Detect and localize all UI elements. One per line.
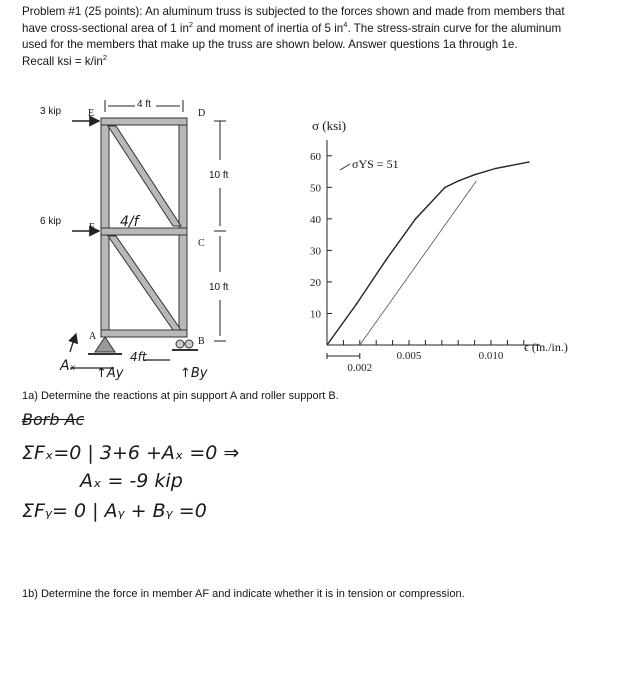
curve-point-5 [457, 180, 459, 182]
curve-point-4 [444, 187, 446, 189]
problem-line-1: Problem #1 (25 points): An aluminum truss is subjected to the forces shown and made from members that [22, 5, 565, 18]
load-3kip-label: 3 kip [40, 106, 62, 117]
handwritten-by: ↑By [180, 366, 208, 381]
y-tick-label-40: 40 [310, 213, 321, 226]
x-tick-label-0.002: 0.002 [347, 362, 373, 374]
question-1a: 1a) Determine the reactions at pin support A and roller support B. [22, 390, 339, 402]
handwritten-diag-mark: 4/f [120, 214, 139, 230]
curve-point-6 [474, 174, 476, 176]
curve-point-1 [356, 303, 358, 305]
offset-line [360, 181, 476, 345]
y-tick-label-60: 60 [310, 150, 321, 163]
load-6kip-label: 6 kip [40, 216, 62, 227]
node-C: C [198, 238, 205, 249]
curve-point-2 [385, 259, 387, 261]
handwritten-eq1: ΣFₓ=0 | 3+6 +Aₓ =0 ⇒ [22, 442, 240, 464]
y-tick-label-10: 10 [310, 308, 321, 321]
curve-point-3 [415, 218, 417, 220]
yield-leader [340, 164, 350, 170]
stress-strain-curve [327, 162, 529, 345]
handwritten-ay: ↑Ay [96, 366, 124, 381]
width-dimension: 4 ft [137, 99, 151, 110]
y-tick-label-30: 30 [310, 245, 321, 258]
curve-point-7 [495, 168, 497, 170]
problem-line-4: Recall ksi = $k/in^2$ [22, 52, 108, 68]
yield-annotation: σYS = 51 [352, 157, 399, 171]
handwritten-crossed: Ƀorb Ac [22, 410, 85, 429]
node-B: B [198, 336, 205, 347]
x-tick-label-0.010: 0.010 [478, 350, 504, 362]
handwritten-4ft: 4ft [130, 350, 147, 364]
node-A: A [89, 331, 97, 342]
y-tick-label-20: 20 [310, 276, 321, 289]
node-D: D [198, 108, 206, 119]
curve-point-8 [528, 161, 530, 163]
chart-ylabel: σ (ksi) [312, 118, 347, 133]
handwritten-eq3: ΣFᵧ= 0 | Aᵧ + Bᵧ =0 [22, 500, 207, 522]
height-upper: 10 ft [209, 170, 229, 181]
y-tick-label-50: 50 [310, 182, 321, 195]
chart-xlabel: ϵ (in./in.) [524, 340, 568, 354]
question-1b: 1b) Determine the force in member AF and indicate whether it is in tension or compression. [22, 588, 465, 600]
problem-line-3: used for the members that make up the truss are shown below. Answer questions 1a through 1e. [22, 38, 518, 52]
handwritten-eq2: Aₓ = -9 kip [80, 470, 183, 492]
handwritten-ax: Aₓ [60, 358, 76, 374]
problem-line-2: have cross-sectional area of 1 $in^2$ and moment of inertia of 5 $in^4$. The stress-strain curve for the aluminum [22, 19, 562, 35]
node-F: F [89, 222, 95, 233]
node-E: E [88, 108, 95, 119]
x-tick-label-0.005: 0.005 [396, 350, 422, 362]
height-lower: 10 ft [209, 282, 229, 293]
